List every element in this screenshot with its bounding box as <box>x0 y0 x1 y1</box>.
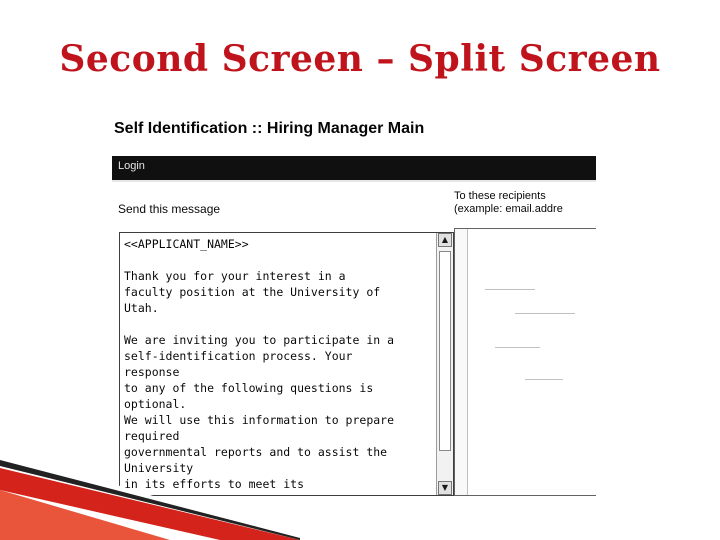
recipients-scrollbar[interactable] <box>455 229 468 495</box>
message-scrollbar[interactable] <box>436 233 453 495</box>
page-title: Self Identification :: Hiring Manager Main <box>114 120 425 137</box>
chevron-down-icon[interactable]: ▼ <box>438 481 452 495</box>
scan-noise <box>485 289 535 290</box>
recipients-label-line1: To these recipients <box>454 190 546 202</box>
chevron-up-icon[interactable]: ▲ <box>438 233 452 247</box>
scrollbar-thumb[interactable] <box>439 251 451 451</box>
login-bar[interactable] <box>112 156 596 182</box>
send-message-label: Send this message <box>118 202 221 216</box>
decorative-stripe <box>0 450 300 540</box>
slide-title: Second Screen – Split Screen <box>59 38 661 80</box>
scan-noise <box>525 379 563 380</box>
recipients-label-line2: (example: email.addre <box>454 203 563 215</box>
recipients-textarea[interactable] <box>454 228 596 496</box>
screenshot-panel <box>66 110 596 502</box>
recipients-label <box>454 190 596 216</box>
login-link[interactable]: Login <box>118 160 145 172</box>
scan-noise <box>495 347 540 348</box>
message-body[interactable]: <<APPLICANT_NAME>> Thank you for your interest in a faculty position at the University of Utah. We are inviting you to participate in a self-identification process. Your response to any of the following questions is optional. We will use this information to prepare required governmental reports and to assist the University in its efforts to meet its <box>124 237 395 491</box>
scan-noise <box>515 313 575 314</box>
